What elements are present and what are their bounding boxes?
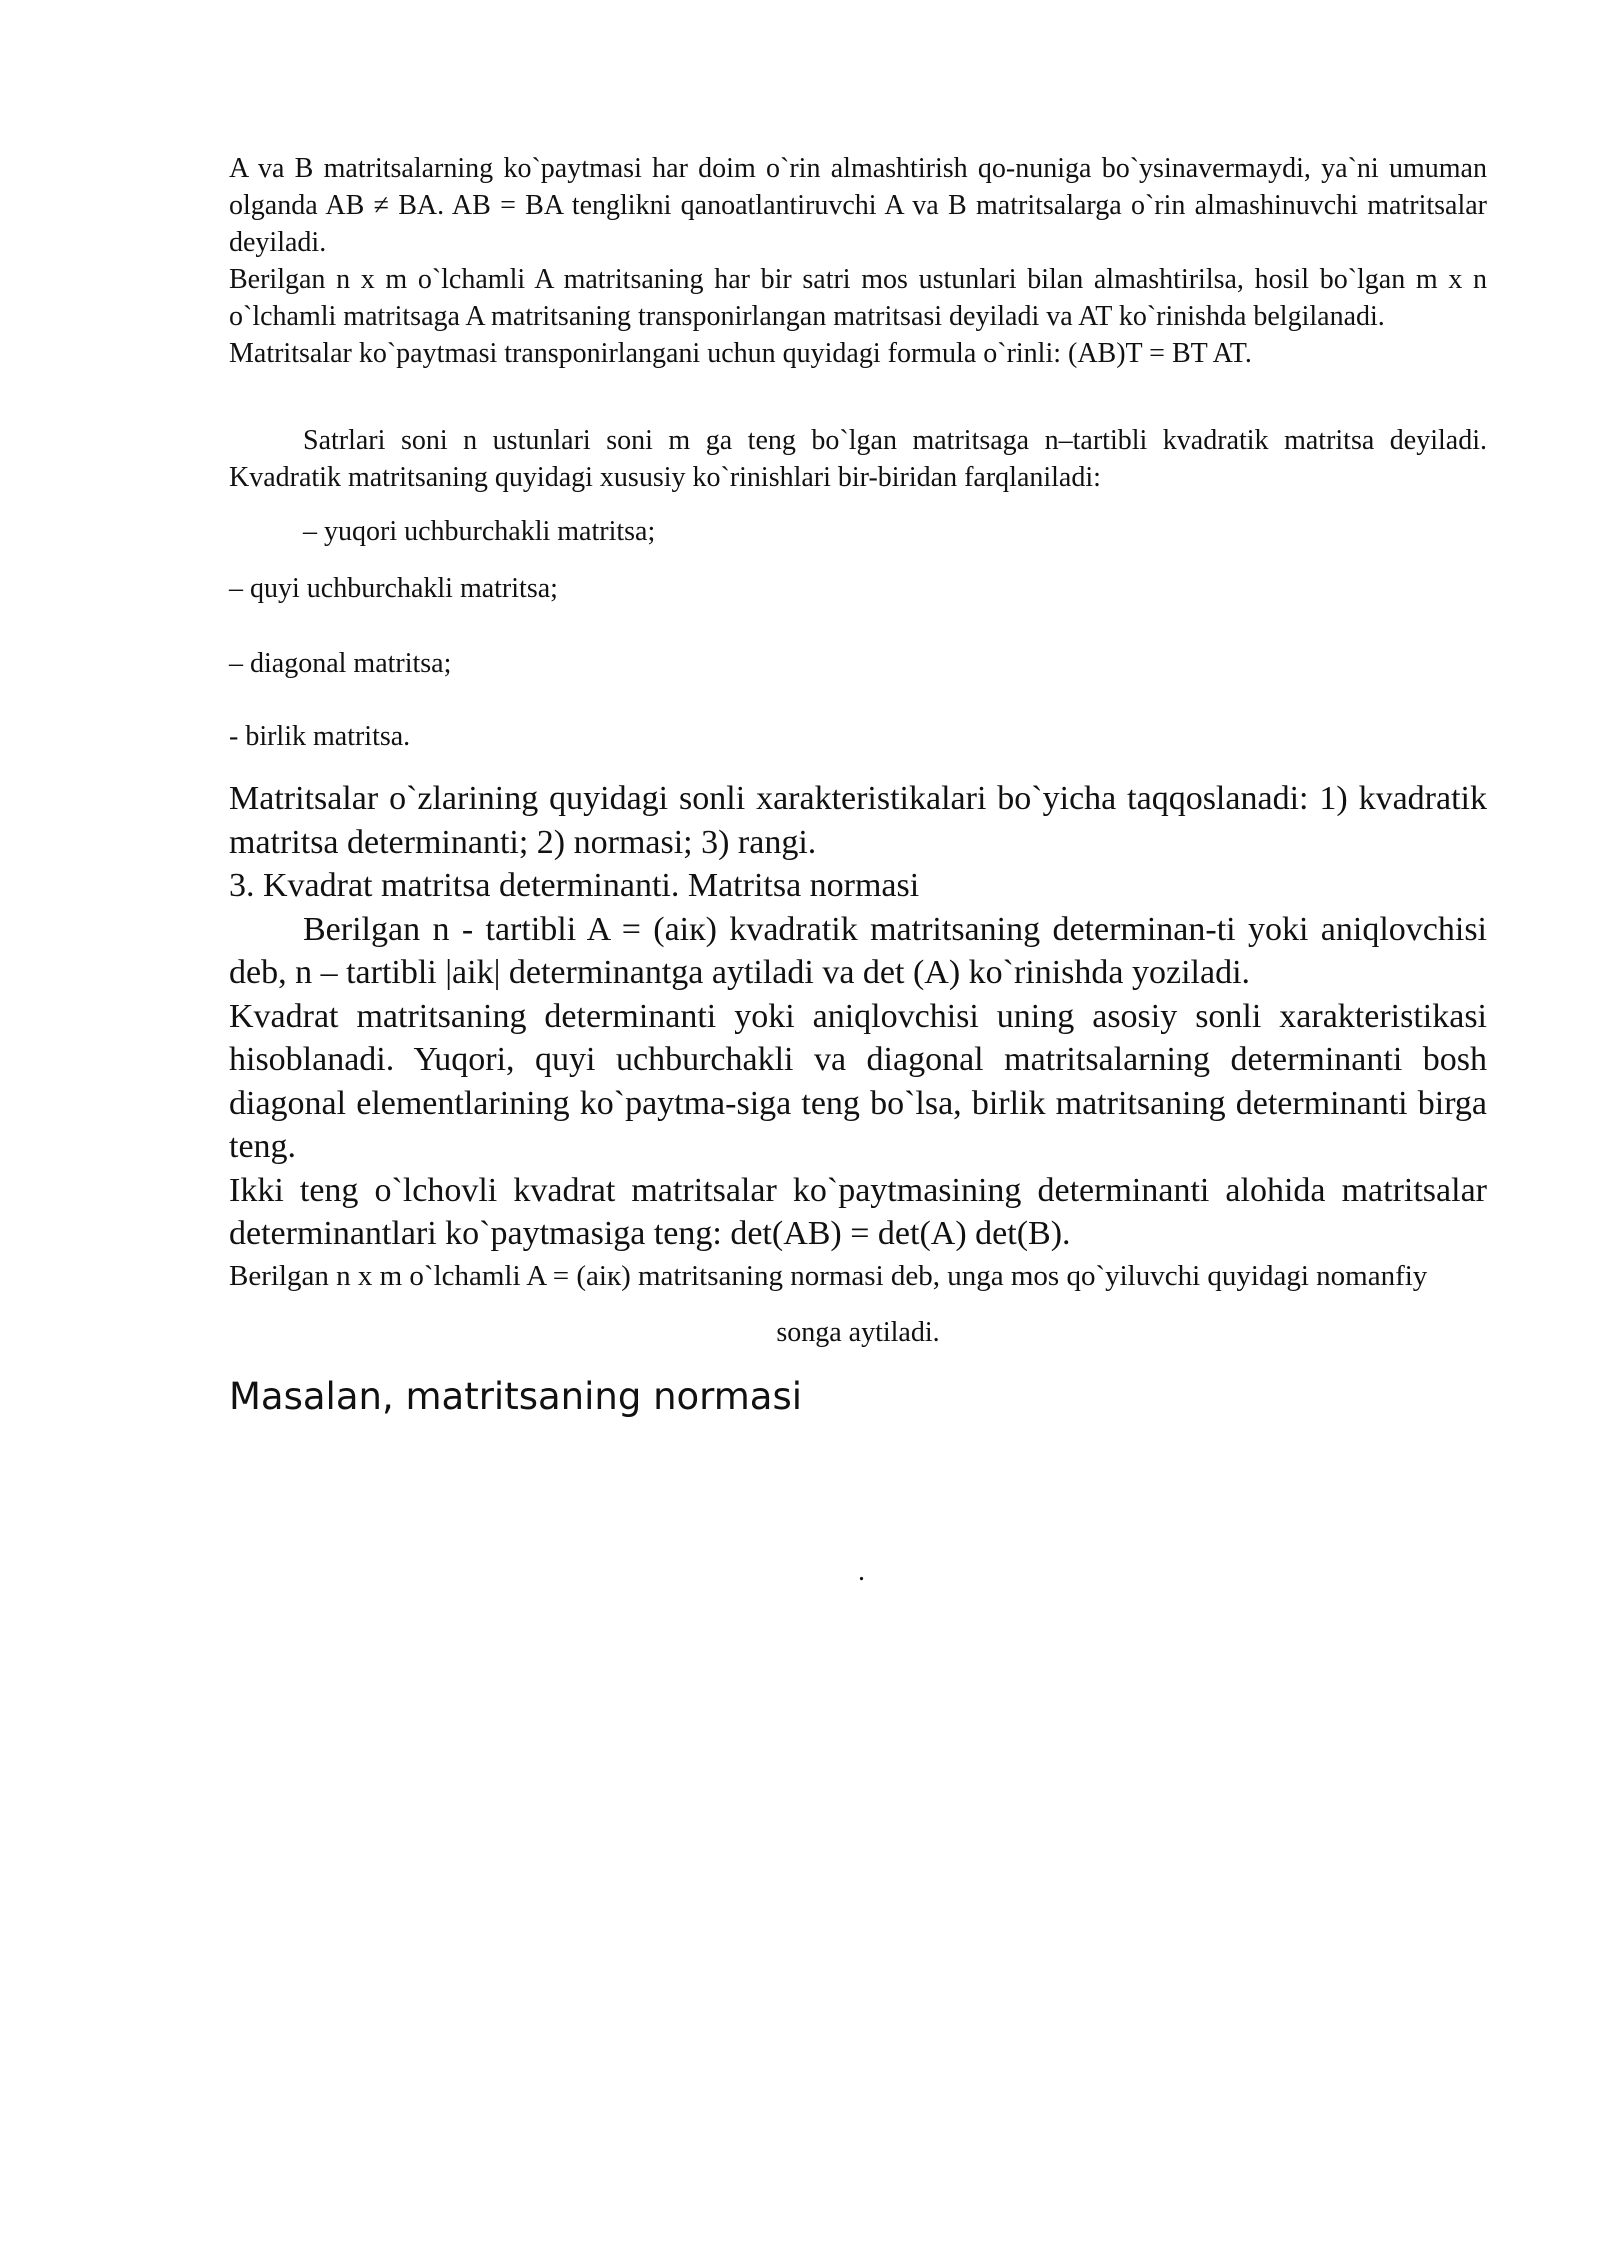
paragraph-characteristics: Matritsalar o`zlarining quyidagi sonli xarakteristikalari bo`yicha taqqoslanadi: 1) kvadratik matritsa determinanti; 2) normasi; 3) rangi.: [229, 780, 1487, 861]
list-item-lower-triangular: – quyi uchburchakli matritsa;: [229, 573, 558, 604]
paragraph-norm-number: songa aytiladi.: [776, 1316, 940, 1348]
document-page: [229, 150, 1487, 1421]
section-heading-determinant: 3. Kvadrat matritsa determinanti. Matritsa normasi: [229, 867, 920, 904]
list-item-diagonal: – diagonal matritsa;: [229, 648, 452, 679]
trailing-dot: .: [858, 1556, 865, 1587]
paragraph-square-matrix: Satrlari soni n ustunlari soni m ga teng bo`lgan matritsaga n–tartibli kvadratik matritsa deyiladi. Kvadratik matritsaning quyidagi xususiy ko`rinishlari bir-biridan farqlaniladi:: [229, 425, 1487, 493]
paragraph-determinant-properties: Kvadrat matritsaning determinanti yoki aniqlovchisi uning asosiy sonli xarakteristikasi hisoblanadi. Yuqori, quyi uchburchakli va diagonal matritsalarning determinanti bosh diagonal elementlarining ko`paytma-siga teng bo`lsa, birlik matritsaning determinanti birga teng.: [229, 997, 1487, 1165]
paragraph-norm-example: Masalan, matritsaning normasi: [229, 1374, 802, 1418]
paragraph-transpose-formula: Matritsalar ko`paytmasi transponirlangani uchun quyidagi formula o`rinli: (AB)T = BT AT.: [229, 338, 1252, 369]
paragraph-transpose-definition: Berilgan n x m o`lchamli A matritsaning har bir satri mos ustunlari bilan almashtirilsa, hosil bo`lgan m x n o`lchamli matritsaga A matritsaning transponirlangan matritsasi deyiladi va AT ko`rinishda belgilanadi.: [229, 264, 1487, 332]
paragraph-determinant-product: Ikki teng o`lchovli kvadrat matritsalar ko`paytmasining determinanti alohida matritsalar determinantlari ko`paytmasiga teng: det(AB) = det(A) det(B).: [229, 1171, 1487, 1252]
list-item-identity: - birlik matritsa.: [229, 721, 411, 752]
paragraph-norm-definition: Berilgan n x m o`lchamli A = (aiк) matritsaning normasi deb, unga mos qo`yiluvchi quyidagi nomanfiy: [229, 1259, 1428, 1292]
list-item-upper-triangular: – yuqori uchburchakli matritsa;: [303, 516, 656, 547]
paragraph-commutative: A va B matritsalarning ko`paytmasi har doim o`rin almashtirish qo-nuniga bo`ysinavermaydi, ya`ni umuman olganda AB ≠ BA. AB = BA tenglikni qanoatlantiruvchi A va B matritsalarga o`rin almashinuvchi matritsalar deyiladi.: [229, 153, 1487, 258]
paragraph-determinant-definition: Berilgan n - tartibli A = (aiк) kvadratik matritsaning determinan-ti yoki aniqlovchisi deb, n – tartibli |aik| determinantga aytiladi va det (A) ko`rinishda yoziladi.: [229, 910, 1487, 991]
